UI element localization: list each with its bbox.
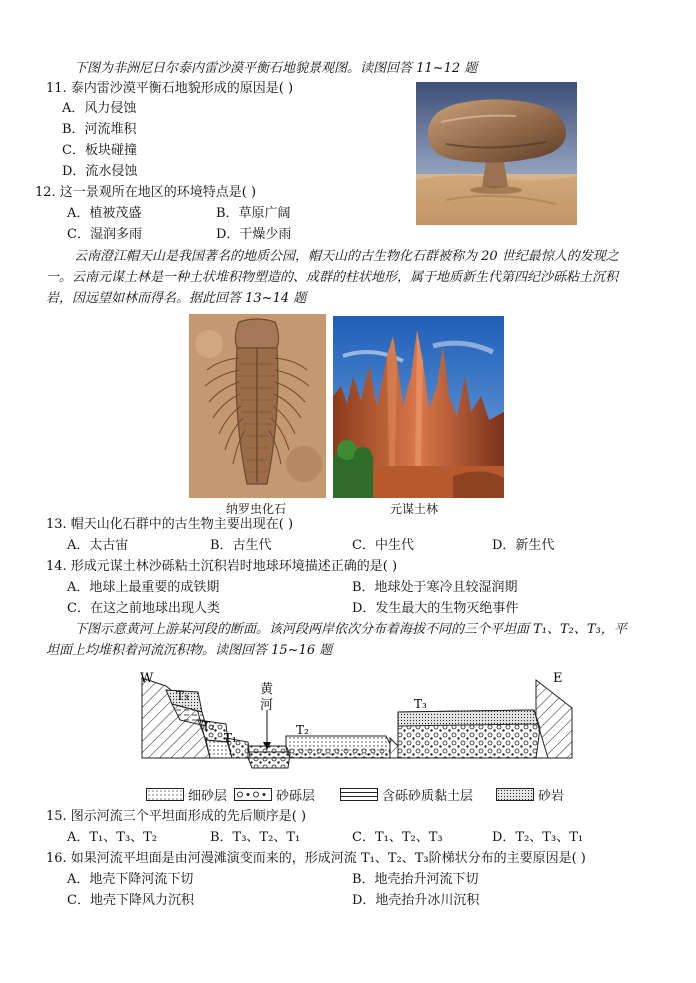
q16-stem: 16. 如果河流平坦面是由河漫滩演变而来的，形成河流 T₁、T₂、T₃阶梯状分布的主要原因是( ) (46, 851, 586, 866)
sandstone-swatch (496, 788, 534, 801)
q11-option-d: D．流水侵蚀 (62, 164, 138, 179)
q13-option-d: D．新生代 (492, 538, 555, 553)
q13-stem: 13. 帽天山化石群中的古生物主要出现在( ) (46, 517, 294, 532)
intro-q15-16-line2: 坦面上均堆积着河流沉积物。读图回答 15~16 题 (46, 643, 333, 658)
q16-option-a: A．地壳下降河流下切 (67, 872, 194, 887)
legend-sandstone-label: 砂岩 (538, 789, 565, 804)
q12-option-a: A．植被茂盛 (67, 206, 142, 221)
q13-option-a: A．太古宙 (67, 538, 129, 553)
t1-label: T₁ (224, 731, 237, 745)
river-label-2: 河 (260, 698, 274, 713)
q11-option-a: A．风力侵蚀 (62, 101, 137, 116)
q16-option-c: C．地壳下降风力沉积 (67, 893, 194, 908)
q12-option-d: D．干燥少雨 (216, 227, 292, 242)
intro-q13-14-line3: 岩，因远望如林而得名。据此回答 13~14 题 (46, 291, 307, 306)
q14-option-c: C．在这之前地球出现人类 (67, 601, 220, 616)
q11-option-c: C．板块碰撞 (62, 143, 137, 158)
legend-clay-label: 含砾砂质黏土层 (382, 789, 474, 804)
q13-option-b: B．古生代 (210, 538, 272, 553)
q12-option-c: C．湿润多雨 (67, 227, 142, 242)
t3-left-label: T₃ (176, 689, 189, 703)
t2-left-label: T₂ (202, 719, 215, 733)
legend-sandstone (496, 785, 564, 804)
q15-option-a: A．T₁、T₃、T₂ (67, 830, 158, 845)
q16-option-b: B．地壳抬升河流下切 (352, 872, 479, 887)
q12-option-b: B．草原广阔 (216, 206, 291, 221)
q14-option-a: A．地球上最重要的成铁期 (67, 580, 220, 595)
trilobite-fossil-photo (189, 314, 326, 498)
balancing-rock-photo (416, 82, 577, 225)
legend-clay (340, 785, 473, 804)
q15-option-d: D．T₂、T₃、T₁ (492, 830, 584, 845)
legend-fine-sand-label: 细砂层 (188, 789, 228, 804)
fine-sand-swatch (146, 788, 184, 801)
yuanmou-earth-forest-photo (333, 316, 504, 498)
q12-stem: 12. 这一景观所在地区的环境特点是( ) (35, 185, 257, 200)
legend-gravel (234, 785, 315, 804)
q14-option-b: B．地球处于寒冷且较湿润期 (352, 580, 518, 595)
intro-q15-16-line1: 下图示意黄河上游某河段的断面。该河段两岸依次分布着海拔不同的三个平坦面 T₁、T₂、T₃，平 (74, 622, 627, 637)
intro-q13-14-line1: 云南澄江帽天山是我国著名的地质公园，帽天山的古生物化石群被称为 20 世纪最惊人的发现之 (74, 249, 619, 264)
river-label-1: 黄 (260, 682, 274, 697)
q15-option-c: C．T₁、T₂、T₃ (352, 830, 443, 845)
earth-forest-caption: 元谋土林 (390, 502, 439, 516)
east-label: E (553, 671, 563, 686)
t3-right-label: T₃ (414, 697, 427, 711)
legend-fine-sand (146, 785, 227, 804)
q15-stem: 15. 图示河流三个平坦面形成的先后顺序是( ) (46, 809, 307, 824)
q16-option-d: D．地壳抬升冰川沉积 (352, 893, 480, 908)
gravel-swatch (234, 788, 272, 801)
clay-swatch (340, 788, 378, 801)
q11-option-b: B．河流堆积 (62, 122, 137, 137)
q13-option-c: C．中生代 (352, 538, 414, 553)
intro-q11-12: 下图为非洲尼日尔泰内雷沙漠平衡石地貌景观图。读图回答 11~12 题 (74, 61, 478, 76)
q15-option-b: B．T₃、T₂、T₁ (210, 830, 301, 845)
q14-stem: 14. 形成元谋土林沙砾粘土沉积岩时地球环境描述正确的是( ) (46, 559, 398, 574)
river-terrace-cross-section (136, 668, 576, 780)
intro-q13-14-line2: 一。云南元谋土林是一种土状堆积物塑造的、成群的柱状地形，属于地质新生代第四纪沙砾粘土沉积 (46, 270, 619, 285)
fossil-caption: 纳罗虫化石 (226, 502, 287, 516)
west-label: W (140, 671, 154, 686)
t2-right-label: T₂ (296, 723, 309, 737)
legend-gravel-label: 砂砾层 (276, 789, 316, 804)
q14-option-d: D．发生最大的生物灭绝事件 (352, 601, 519, 616)
q11-stem: 11. 泰内雷沙漠平衡石地貌形成的原因是( ) (46, 81, 294, 96)
